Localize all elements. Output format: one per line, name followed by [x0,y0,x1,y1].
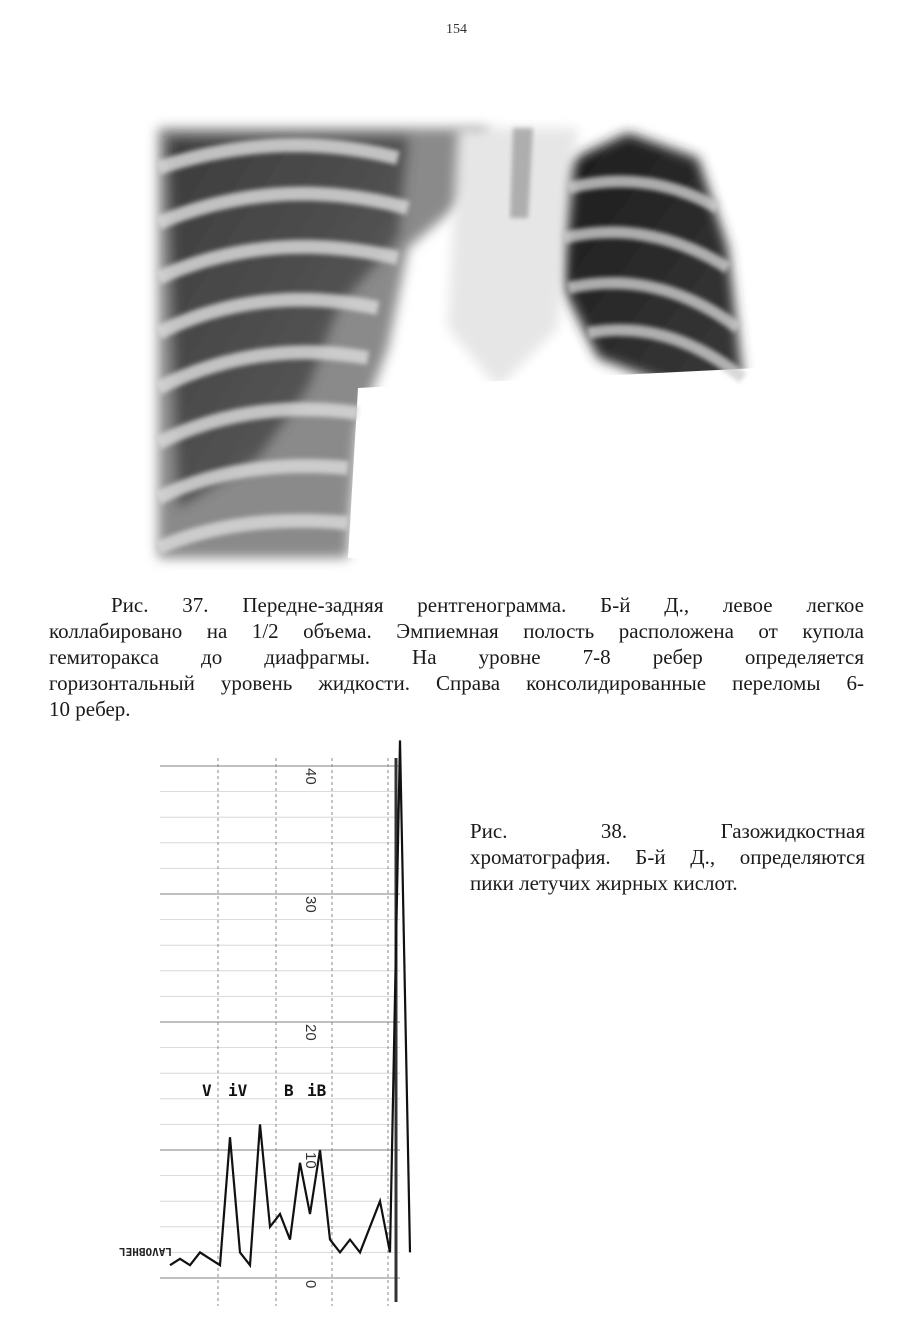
peak-label-b: B [284,1081,294,1100]
scale-label: 30 [302,896,319,913]
figure-38-caption [470,818,865,896]
scale-label: 0 [302,1280,319,1289]
chromatogram-trace [170,740,410,1265]
caption-line: хроматография. Б-й Д., определяются [470,845,865,869]
caption-line: Рис. 38. Газожидкостная [470,819,865,843]
side-label: LAVOBHEL [119,1245,172,1258]
xray-image [158,128,743,558]
peak-labels [202,1081,327,1100]
peak-label-v: V [202,1081,212,1100]
scale-label: 20 [302,1024,319,1041]
caption-line: гемиторакса до диафрагмы. На уровне 7-8 ребер определяется [49,645,864,669]
scale-label: 10 [302,1152,319,1169]
figure-37-caption [49,592,864,722]
chart-grid [160,758,400,1306]
caption-line: коллабировано на 1/2 объема. Эмпиемная полость расположена от купола [49,619,864,643]
scale-label: 40 [302,768,319,785]
chromatogram-chart [119,758,420,1306]
peak-label-ib: iB [307,1081,327,1100]
caption-line: Рис. 37. Передне-задняя рентгенограмма. Б-й Д., левое легкое [111,593,864,617]
caption-line: пики летучих жирных кислот. [470,871,738,895]
page-number: 154 [446,22,467,37]
caption-line: 10 ребер. [49,697,131,721]
caption-line: горизонтальный уровень жидкости. Справа консолидированные переломы 6- [49,671,864,695]
peak-label-iv: iV [228,1081,248,1100]
